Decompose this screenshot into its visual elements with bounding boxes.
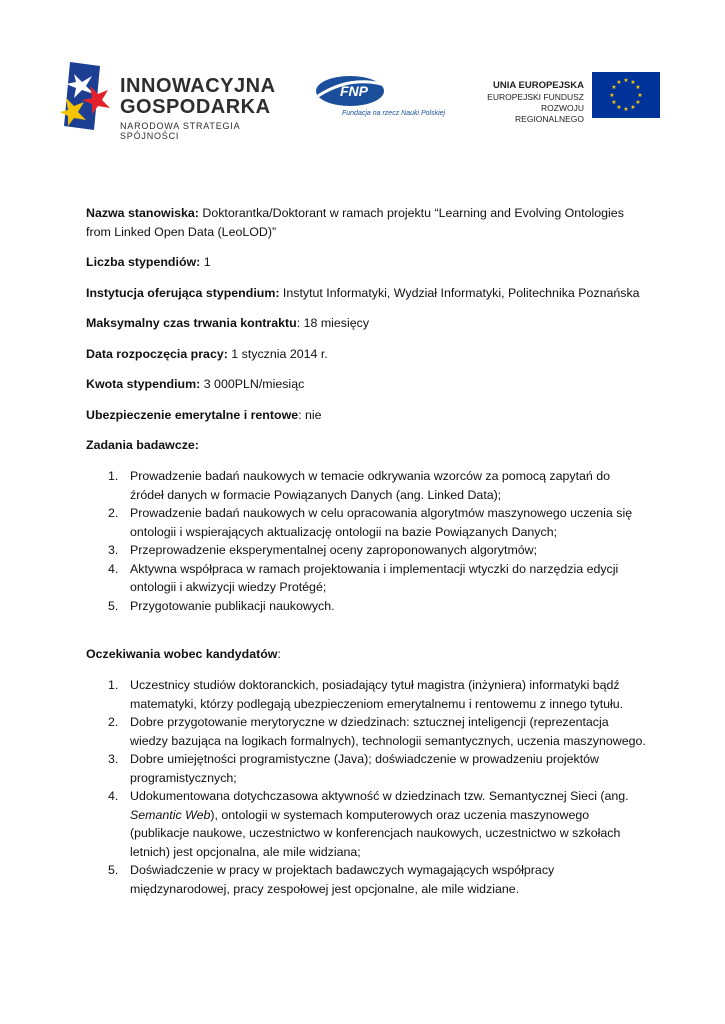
amount-value: 3 000PLN/miesiąc (200, 377, 305, 391)
svg-text:★: ★ (623, 106, 629, 113)
ig-line1: INNOWACYJNA (120, 75, 276, 97)
innowacyjna-gospodarka-logo (60, 60, 300, 141)
fnp-abbr: FNP (340, 83, 368, 99)
insurance-label: Ubezpieczenie emerytalne i rentowe (86, 407, 299, 422)
svg-text:★: ★ (616, 104, 622, 111)
insurance-value: : nie (298, 407, 322, 422)
eu-logo (470, 72, 660, 124)
eu-flag-icon (592, 72, 660, 118)
institution-value: Instytut Informatyki, Wydział Informatyki, Politechnika Poznańska (279, 285, 640, 300)
fnp-logo (312, 72, 462, 124)
svg-text:★: ★ (630, 79, 636, 86)
svg-text:★: ★ (611, 84, 617, 91)
field-insurance (86, 406, 646, 425)
field-start-date (86, 345, 646, 364)
list-item: 1. Prowadzenie badań naukowych w temacie odkrywania wzorców za pomocą zapytań do źródeł danych w formacie Powiązanych Danych (ang. Linked Data); (108, 469, 611, 502)
ig-subtitle: NARODOWA STRATEGIA SPÓJNOŚCI (120, 121, 240, 141)
field-institution (86, 284, 646, 303)
ig-line2: GOSPODARKA (120, 96, 271, 118)
scholarships-value: 1 (200, 255, 211, 269)
list-item: 3. Dobre umiejętności programistyczne (Java); doświadczenie w prowadzeniu projektów programistycznych; (108, 752, 599, 785)
list-item: 4. Udokumentowana dotychczasowa aktywność w dziedzinach tzw. Semantycznej Sieci (ang. Semantic Web), ontologii w systemach komputerowych oraz uczenia maszynowego (publikacje naukowe, uczestnictwo w konferencjach naukowych, uczestnictwo w szkołach letnich) jest opcjonalna, ale mile widziana; (108, 789, 629, 859)
scholarships-label: Liczba stypendiów: (86, 255, 201, 269)
start-value: 1 stycznia 2014 r. (227, 346, 328, 361)
svg-text:★: ★ (635, 84, 641, 91)
eu-line3: ROZWOJU REGIONALNEGO (515, 103, 584, 124)
list-item: 5. Przygotowanie publikacji naukowych. (108, 598, 335, 613)
list-item: 3. Przeprowadzenie eksperymentalnej oceny zaproponowanych algorytmów; (108, 543, 538, 557)
duration-value: : 18 miesięcy (296, 316, 370, 330)
svg-text:★: ★ (637, 92, 643, 99)
svg-text:★: ★ (623, 77, 629, 84)
list-item: 4. Aktywna współpraca w ramach projektowania i implementacji wtyczki do narzędzia edycji ontologii i akwizycji wiedzy Protégé; (108, 561, 619, 594)
eu-title: UNIA EUROPEJSKA (493, 80, 584, 91)
institution-label: Instytucja oferująca stypendium: (86, 285, 280, 300)
svg-text:★: ★ (630, 104, 636, 111)
expectations-title: Oczekiwania wobec kandydatów (86, 647, 278, 661)
start-label: Data rozpoczęcia pracy: (86, 346, 228, 361)
svg-text:★: ★ (616, 79, 622, 86)
expectations-title-row (86, 645, 646, 664)
tasks-title: Zadania badawcze: (86, 438, 199, 452)
list-item: 2. Dobre przygotowanie merytoryczne w dziedzinach: sztucznej inteligencji (reprezentacja wiedzy bazująca na logikach formalnych), technologii semantycznych, uczenia maszynowego. (108, 715, 646, 748)
amount-label: Kwota stypendium: (86, 377, 201, 391)
fnp-caption: Fundacja na rzecz Nauki Polskiej (342, 110, 446, 117)
document-body (86, 204, 646, 898)
ig-star-emblem-icon (60, 60, 112, 132)
field-amount (86, 375, 646, 394)
expectations-colon: : (277, 647, 281, 661)
svg-text:★: ★ (609, 92, 615, 99)
tasks-list (86, 467, 646, 615)
list-item: 2. Prowadzenie badań naukowych w celu opracowania algorytmów maszynowego uczenia się ontologii i wspierających aktualizację ontologii na bazie Powiązanych Danych; (108, 506, 633, 539)
fnp-emblem-icon (312, 72, 462, 112)
list-item: 5. Doświadczenie w pracy w projektach badawczych wymagających współpracy międzynarodowej, pracy zespołowej jest opcjonalne, ale mile widziane. (108, 863, 555, 896)
position-value-line2: from Linked Open Data (LeoLOD)” (86, 224, 277, 239)
field-duration (86, 314, 646, 333)
field-scholarships (86, 253, 646, 272)
position-label: Nazwa stanowiska: (86, 206, 199, 220)
position-value-line1: Doktorantka/Doktorant w ramach projektu “Learning and Evolving Ontologies (198, 206, 624, 220)
field-position (86, 204, 646, 241)
eu-line2: EUROPEJSKI FUNDUSZ (487, 92, 584, 102)
svg-text:★: ★ (611, 99, 617, 106)
list-item: 1. Uczestnicy studiów doktoranckich, posiadający tytuł magistra (inżyniera) informatyki bądź matematyki, którzy podlegają ubezpieczeniom emerytalnemu i rentowemu z innego tytułu. (108, 678, 624, 711)
page-header (0, 0, 725, 140)
svg-text:★: ★ (635, 99, 641, 106)
expectations-list (86, 676, 646, 898)
duration-label: Maksymalny czas trwania kontraktu (86, 316, 297, 330)
